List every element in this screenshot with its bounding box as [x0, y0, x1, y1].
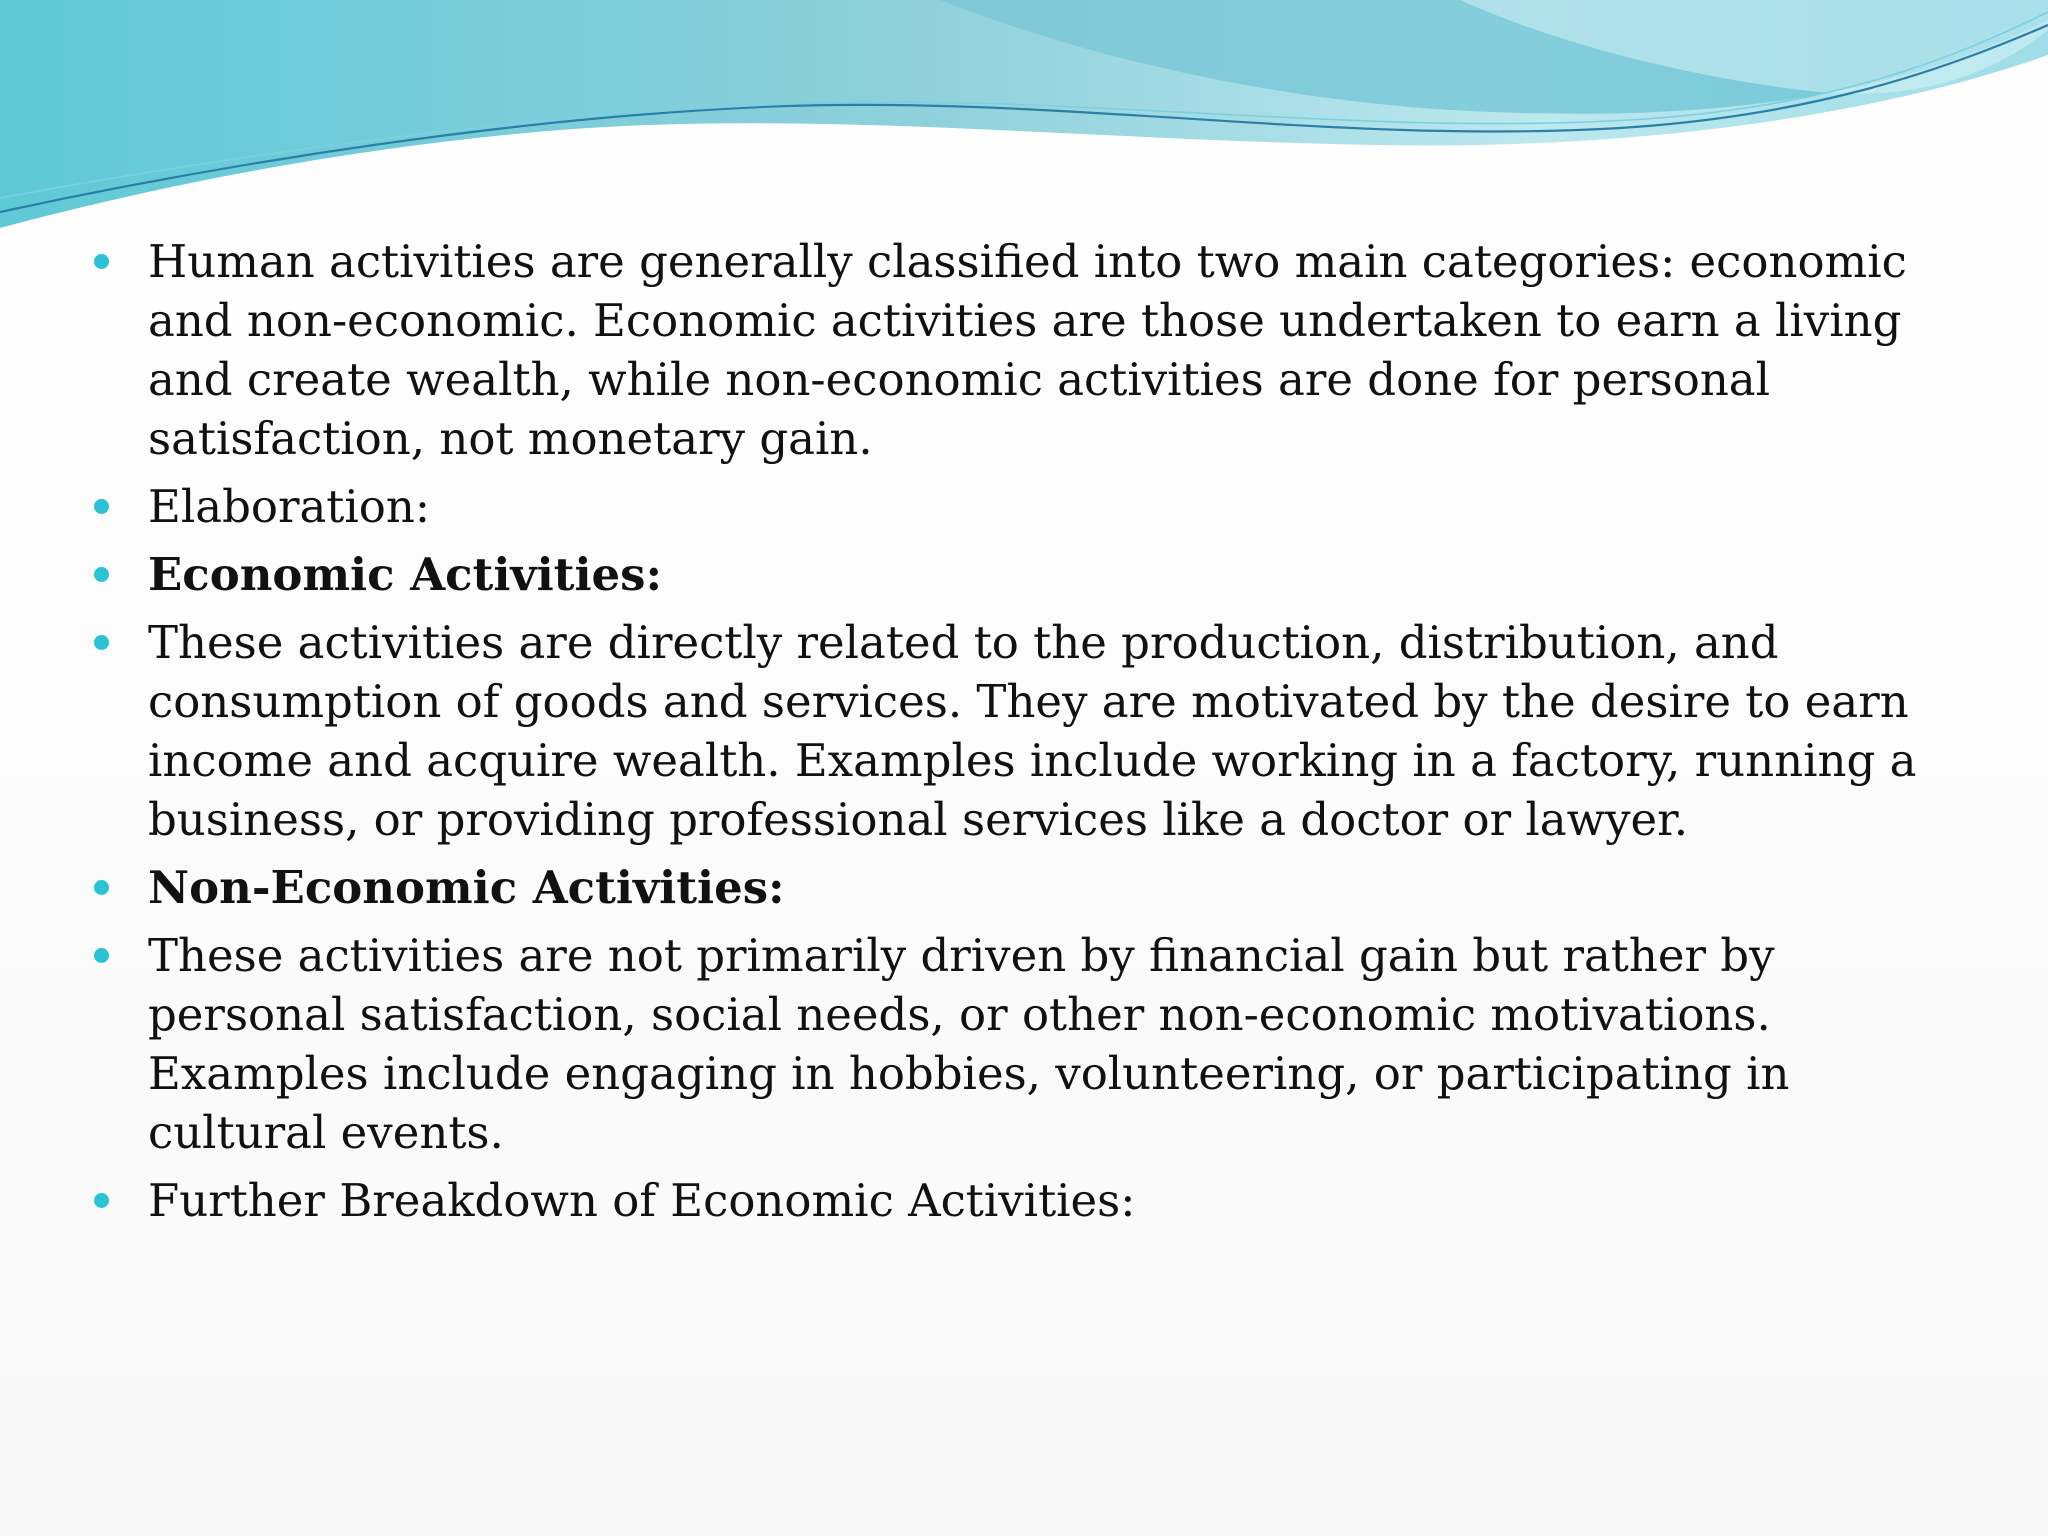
bullet-icon [94, 948, 109, 963]
bullet-item-non-economic-description [90, 926, 1968, 1162]
bullet-text: Human activities are generally classified into two main categories: economic and non-economic. Economic activities are those undertaken to earn a living and create wealth, while non-economic activities are done for personal satisfaction, not monetary gain. [148, 235, 1907, 465]
bullet-icon [94, 880, 109, 895]
bullet-text: Elaboration: [148, 480, 431, 533]
bullet-item-further-breakdown [90, 1171, 1968, 1230]
bullet-item-non-economic-heading [90, 858, 1968, 917]
bullet-item-economic-heading [90, 545, 1968, 604]
bullet-icon [94, 567, 109, 582]
bullet-item-elaboration [90, 477, 1968, 536]
bullet-text: Non-Economic Activities: [148, 861, 785, 914]
bullet-item-economic-description [90, 613, 1968, 849]
decorative-wave-header [0, 0, 2048, 240]
bullet-icon [94, 254, 109, 269]
bullet-list [90, 232, 1990, 1230]
bullet-text: Economic Activities: [148, 548, 663, 601]
slide-content [90, 232, 1990, 1239]
bullet-icon [94, 499, 109, 514]
bullet-icon [94, 1193, 109, 1208]
bullet-text: These activities are not primarily driven by financial gain but rather by personal satisfaction, social needs, or other non-economic motivations. Examples include engaging in hobbies, volunteering, or participating in cultural events. [148, 929, 1790, 1159]
bullet-item-classification [90, 232, 1968, 468]
bullet-text: These activities are directly related to the production, distribution, and consumption of goods and services. They are motivated by the desire to earn income and acquire wealth. Examples include working in a factory, running a business, or providing professional services like a doctor or lawyer. [148, 616, 1917, 846]
bullet-icon [94, 635, 109, 650]
bullet-text: Further Breakdown of Economic Activities: [148, 1174, 1136, 1227]
